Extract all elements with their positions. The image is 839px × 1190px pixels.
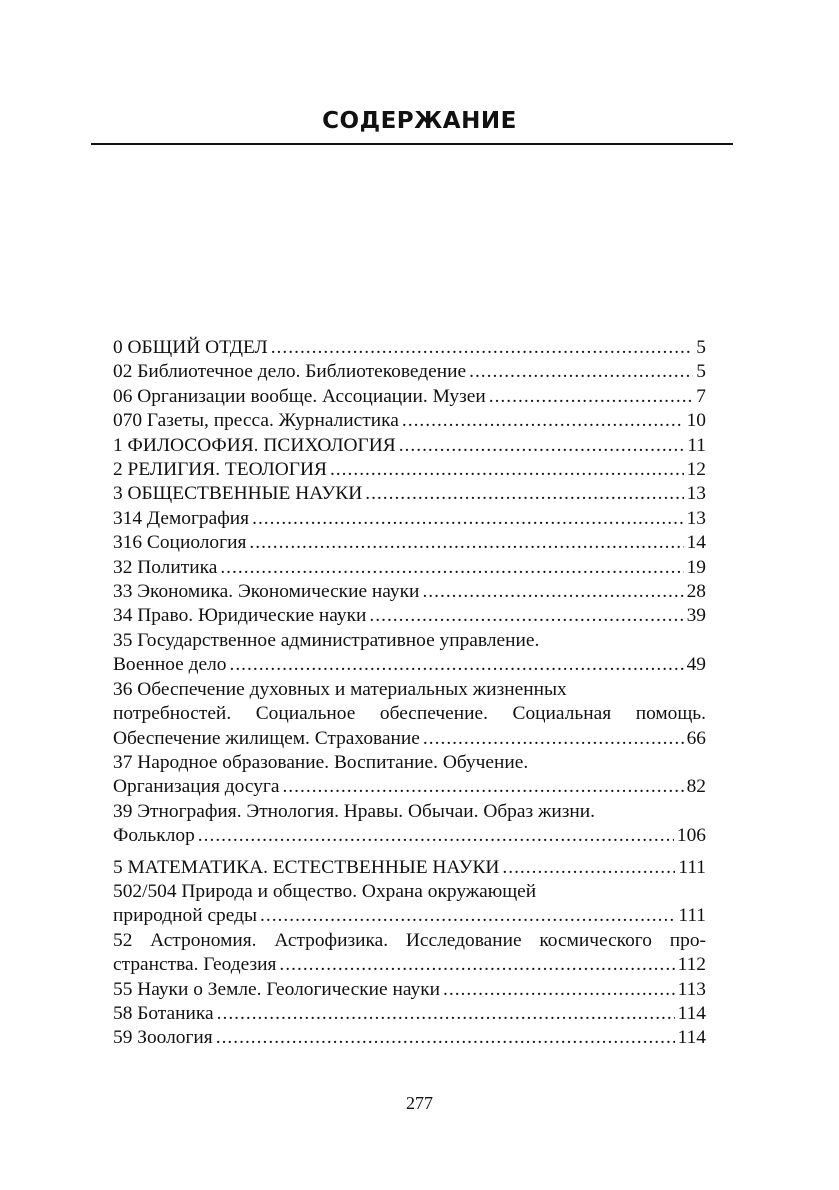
toc-entry-label: Фольклор (113, 825, 195, 847)
toc-entry-lead: 37 Народное образование. Воспитание. Обучение. (113, 751, 529, 773)
toc-entry-page: 106 (676, 825, 706, 847)
toc-leader-dots (469, 360, 693, 384)
toc-entry[interactable] (113, 751, 706, 800)
toc-entry-label: 06 Организации вообще. Ассоциации. Музеи (113, 385, 486, 407)
toc-leader-dots (252, 507, 684, 531)
toc-entry-page: 13 (686, 507, 706, 529)
toc-leader-dots (422, 580, 683, 604)
toc-entry-label: 070 Газеты, пресса. Журналистика (113, 410, 399, 432)
page-number: 277 (406, 1093, 433, 1113)
toc-entry[interactable] (113, 856, 706, 880)
toc-entry-page: 114 (677, 1002, 706, 1024)
toc-entry[interactable] (113, 1002, 706, 1026)
toc-entry-label: 34 Право. Юридические науки (113, 605, 367, 627)
toc-entry-label: 0 ОБЩИЙ ОТДЕЛ (113, 337, 268, 358)
section-gap (113, 849, 706, 856)
toc-entry-lead: 35 Государственное административное управление. (113, 629, 540, 651)
toc-entry[interactable] (113, 604, 706, 628)
toc-entry[interactable] (113, 678, 706, 751)
toc-entry[interactable] (113, 556, 706, 580)
toc-entry[interactable] (113, 1026, 706, 1050)
toc-entry-page: 11 (687, 434, 706, 456)
toc-leader-dots (220, 556, 683, 580)
toc-entry-page: 111 (678, 856, 706, 878)
toc-entry-label: 02 Библиотечное дело. Библиотековедение (113, 361, 467, 383)
toc-leader-dots (502, 856, 675, 880)
toc-leader-dots (489, 385, 694, 409)
toc-entry-label: 32 Политика (113, 556, 218, 578)
toc-entry-page: 12 (686, 459, 706, 481)
toc-entry[interactable] (113, 336, 706, 360)
toc-entry-label: странства. Геодезия (113, 954, 277, 976)
toc-entry[interactable] (113, 434, 706, 458)
toc-leader-dots (279, 953, 674, 977)
toc-entry[interactable] (113, 458, 706, 482)
toc-leader-dots (260, 904, 675, 928)
toc-entry-label: природной среды (113, 905, 257, 927)
toc-entry-page: 7 (696, 385, 706, 407)
toc-entry-label: 55 Науки о Земле. Геологические науки (113, 978, 440, 1000)
toc-leader-dots (402, 409, 684, 433)
toc-entry[interactable] (113, 482, 706, 506)
toc-entry[interactable] (113, 385, 706, 409)
toc-entry-label: Организация досуга (113, 776, 280, 798)
toc-entry-page: 10 (686, 410, 706, 432)
toc-entry-label: 316 Социология (113, 532, 247, 554)
toc-entry-page: 5 (696, 361, 706, 383)
toc-entry[interactable] (113, 880, 706, 929)
toc-entry-page: 5 (696, 337, 706, 358)
toc-entry-page: 82 (686, 776, 706, 798)
toc-entry-lead: 52 Астрономия. Астрофизика. Исследование космического про- (113, 929, 706, 951)
toc-entry-page: 39 (686, 605, 706, 627)
toc-entry-label: 58 Ботаника (113, 1002, 214, 1024)
toc-entry-page: 13 (686, 483, 706, 505)
toc-entry-label: 2 РЕЛИГИЯ. ТЕОЛОГИЯ (113, 459, 327, 481)
toc-entry-lead: потребностей. Социальное обеспечение. Социальная помощь. (113, 703, 706, 725)
toc-entry-lead: 502/504 Природа и общество. Охрана окружающей (113, 880, 537, 902)
toc-entry[interactable] (113, 800, 706, 849)
toc-entry[interactable] (113, 580, 706, 604)
toc-leader-dots (217, 1002, 675, 1026)
toc-entry-page: 14 (686, 532, 706, 554)
toc-leader-dots (249, 531, 683, 555)
toc-entry-page: 111 (678, 905, 706, 927)
toc-entry-page: 19 (686, 556, 706, 578)
toc-entry[interactable] (113, 360, 706, 384)
toc-entry[interactable] (113, 409, 706, 433)
toc-entry-page: 28 (686, 581, 706, 603)
toc-entry-page: 113 (677, 978, 706, 1000)
toc-entry-label: 59 Зоология (113, 1027, 213, 1049)
toc-entry[interactable] (113, 507, 706, 531)
toc-leader-dots (423, 727, 684, 751)
toc-leader-dots (365, 482, 683, 506)
toc-entry-page: 49 (686, 654, 706, 676)
toc-entry-lead: 36 Обеспечение духовных и материальных жизненных (113, 678, 567, 700)
toc-entry[interactable] (113, 531, 706, 555)
toc-leader-dots (399, 434, 685, 458)
toc-entry[interactable] (113, 629, 706, 678)
toc-entry-label: 3 ОБЩЕСТВЕННЫЕ НАУКИ (113, 483, 363, 505)
toc-leader-dots (443, 978, 675, 1002)
toc-entry-label: 5 МАТЕМАТИКА. ЕСТЕСТВЕННЫЕ НАУКИ (113, 856, 500, 878)
toc-leader-dots (282, 775, 683, 799)
toc-entry-page: 112 (677, 954, 706, 976)
toc-entry-label: 1 ФИЛОСОФИЯ. ПСИХОЛОГИЯ (113, 434, 396, 456)
toc-leader-dots (330, 458, 684, 482)
toc-entry[interactable] (113, 978, 706, 1002)
table-of-contents (113, 336, 706, 1051)
toc-leader-dots (369, 604, 683, 628)
toc-entry-label: 314 Демография (113, 507, 250, 529)
page-title: СОДЕРЖАНИЕ (322, 108, 517, 134)
toc-entry-label: Военное дело (113, 654, 227, 676)
toc-leader-dots (216, 1026, 675, 1050)
toc-entry[interactable] (113, 929, 706, 978)
toc-entry-lead: 39 Этнография. Этнология. Нравы. Обычаи. Образ жизни. (113, 800, 596, 822)
toc-entry-page: 114 (677, 1027, 706, 1049)
toc-entry-label: 33 Экономика. Экономические науки (113, 581, 420, 603)
title-underline (91, 143, 733, 145)
toc-entry-page: 66 (686, 727, 706, 749)
toc-entry-label: Обеспечение жилищем. Страхование (113, 727, 420, 749)
toc-leader-dots (271, 336, 694, 360)
toc-leader-dots (198, 824, 674, 848)
toc-leader-dots (229, 653, 683, 677)
